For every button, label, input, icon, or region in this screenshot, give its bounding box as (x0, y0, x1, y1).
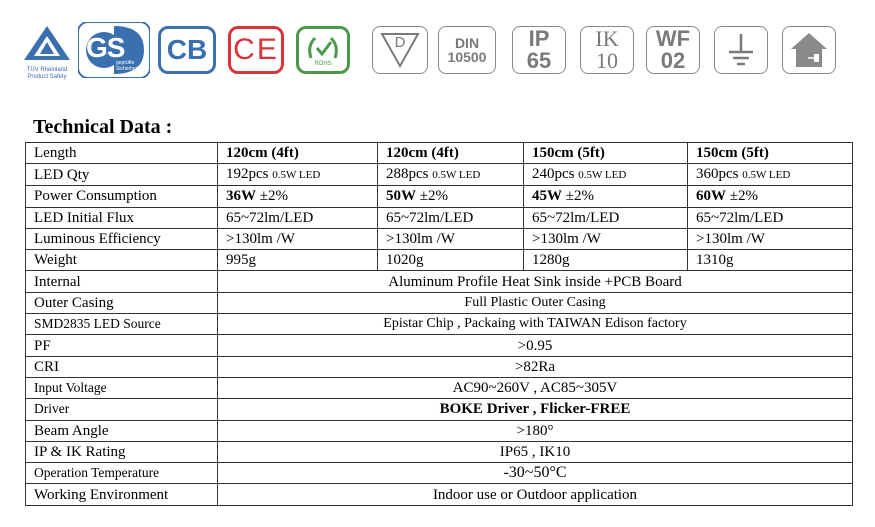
certification-logos (20, 20, 840, 80)
table-cell: 1020g (378, 250, 524, 271)
table-row (26, 250, 853, 271)
table-cell (524, 186, 688, 207)
table-cell (378, 186, 524, 207)
ip-text: IP (528, 26, 550, 51)
cell-value: 50W (386, 188, 416, 205)
ik-number: 10 (596, 48, 618, 73)
table-row (26, 484, 853, 505)
cell-value: 60W (696, 188, 726, 205)
ip-logo (512, 26, 566, 74)
table-cell: AC90~260V , AC85~305V (218, 377, 853, 398)
row-label: Beam Angle (26, 420, 218, 441)
table-cell: 65~72lm/LED (378, 207, 524, 228)
row-label: PF (26, 335, 218, 356)
table-row (26, 314, 853, 335)
rohs-text: ROHS (314, 61, 332, 67)
cell-value: 192pcs (226, 166, 269, 183)
cell-value: 288pcs (386, 166, 429, 183)
table-cell: >130lm /W (688, 228, 853, 249)
cell-tolerance: ±2% (259, 188, 288, 205)
table-cell: 65~72lm/LED (524, 207, 688, 228)
table-cell: Aluminum Profile Heat Sink inside +PCB Board (218, 271, 853, 292)
cell-unit: 0.5W LED (272, 169, 321, 182)
table-cell (218, 164, 378, 186)
table-cell (524, 164, 688, 186)
cell-value: 240pcs (532, 166, 575, 183)
table-row (26, 420, 853, 441)
technical-data-table (25, 142, 853, 506)
rohs-logo (296, 26, 350, 74)
table-cell (688, 164, 853, 186)
table-cell: >180° (218, 420, 853, 441)
din-number: 10500 (447, 49, 487, 65)
row-label: Driver (26, 399, 218, 420)
ce-logo (228, 26, 284, 74)
row-label: Operation Temperature (26, 463, 218, 484)
row-label: IP & IK Rating (26, 441, 218, 462)
table-cell: Full Plastic Outer Casing (218, 292, 853, 313)
tuv-triangle-icon (20, 24, 74, 62)
table-cell (688, 186, 853, 207)
row-label: CRI (26, 356, 218, 377)
wf-number: 02 (660, 48, 686, 73)
page-title: Technical Data : (33, 116, 173, 138)
ground-logo (714, 26, 768, 74)
cell-value: 45W (532, 188, 562, 205)
row-label: Outer Casing (26, 292, 218, 313)
table-cell: 995g (218, 250, 378, 271)
table-row (26, 143, 853, 164)
cell-value: 36W (226, 188, 256, 205)
wf-logo (646, 26, 700, 74)
table-cell: -30~50°C (218, 463, 853, 484)
table-cell: >130lm /W (524, 228, 688, 249)
cell-unit: 0.5W LED (432, 169, 481, 182)
row-label: Weight (26, 250, 218, 271)
table-cell: >130lm /W (378, 228, 524, 249)
table-row (26, 207, 853, 228)
table-cell: 120cm (4ft) (378, 143, 524, 164)
table-cell: 65~72lm/LED (218, 207, 378, 228)
table-row (26, 399, 853, 420)
ik-logo (580, 26, 634, 74)
table-row (26, 377, 853, 398)
cell-tolerance: ±2% (419, 188, 448, 205)
table-cell: IP65 , IK10 (218, 441, 853, 462)
cell-unit: 0.5W LED (742, 169, 791, 182)
table-cell: >0.95 (218, 335, 853, 356)
ip-number: 65 (526, 48, 552, 73)
table-cell: >82Ra (218, 356, 853, 377)
row-label: LED Initial Flux (26, 207, 218, 228)
row-label: Length (26, 143, 218, 164)
row-label: Input Voltage (26, 377, 218, 398)
table-cell: 150cm (5ft) (688, 143, 853, 164)
ce-text: CE (233, 33, 279, 66)
row-label: Internal (26, 271, 218, 292)
cell-value: 360pcs (696, 166, 739, 183)
row-label: Working Environment (26, 484, 218, 505)
table-cell: 65~72lm/LED (688, 207, 853, 228)
table-cell (218, 186, 378, 207)
ground-icon (723, 30, 759, 70)
table-cell: Indoor use or Outdoor application (218, 484, 853, 505)
row-label: SMD2835 LED Source (26, 314, 218, 335)
table-cell (378, 164, 524, 186)
table-row (26, 186, 853, 207)
row-label: Power Consumption (26, 186, 218, 207)
table-cell: 1310g (688, 250, 853, 271)
gs-subtext: geprüfte Sicherheit (116, 60, 139, 72)
table-cell: BOKE Driver , Flicker-FREE (218, 399, 853, 420)
table-cell: 150cm (5ft) (524, 143, 688, 164)
table-row (26, 335, 853, 356)
table-row (26, 164, 853, 186)
house-icon (788, 30, 830, 70)
table-cell: 1280g (524, 250, 688, 271)
table-cell: 120cm (4ft) (218, 143, 378, 164)
gs-logo (78, 22, 150, 78)
din-text: DIN (454, 35, 480, 51)
cell-tolerance: ±2% (565, 188, 594, 205)
d-mark-text: D (394, 34, 406, 51)
table-row (26, 292, 853, 313)
table-row (26, 356, 853, 377)
ik-text: IK (595, 26, 619, 51)
tuv-text: TÜV Rheinland Product Safety (26, 67, 68, 80)
cell-unit: 0.5W LED (578, 169, 627, 182)
cb-logo (158, 26, 216, 74)
row-label: Luminous Efficiency (26, 228, 218, 249)
row-label: LED Qty (26, 164, 218, 186)
table-cell: Epistar Chip , Packaing with TAIWAN Edison factory (218, 314, 853, 335)
indoor-outdoor-logo (782, 26, 836, 74)
wf-text: WF (655, 26, 691, 51)
table-row (26, 441, 853, 462)
table-cell: >130lm /W (218, 228, 378, 249)
gs-text: GS (86, 32, 125, 63)
din-logo (438, 26, 496, 74)
cell-tolerance: ±2% (729, 188, 758, 205)
d-mark-logo (372, 26, 428, 74)
table-row (26, 228, 853, 249)
table-row (26, 463, 853, 484)
table-row (26, 271, 853, 292)
cb-text: CB (166, 34, 208, 65)
tuv-logo (20, 24, 74, 80)
